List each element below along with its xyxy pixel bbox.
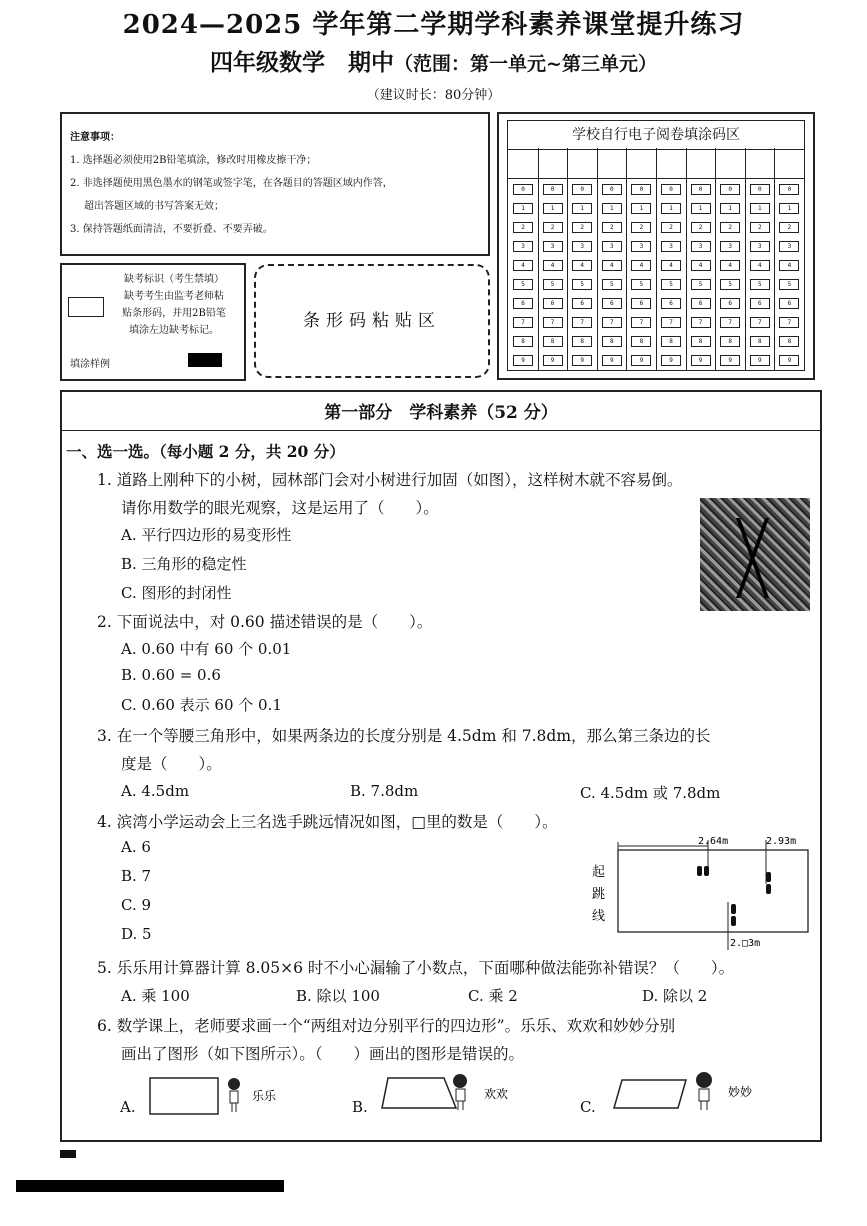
omr-bubble[interactable]: 0 [543,184,563,195]
question-3-line2: 度是（ ）。 [121,755,222,773]
divider [62,430,820,431]
q1-option-b[interactable]: B. 三角形的稳定性 [121,555,247,573]
long-jump-figure [580,832,815,954]
omr-bubble[interactable]: 0 [691,184,711,195]
omr-bubble[interactable]: 2 [631,222,651,233]
fill-example-label: 填涂样例 [70,359,110,370]
omr-bubble[interactable]: 4 [513,260,533,271]
omr-bubble[interactable]: 8 [602,336,622,347]
omr-bubble[interactable]: 5 [720,279,740,290]
omr-write-box[interactable] [656,148,686,179]
omr-bubble[interactable]: 8 [543,336,563,347]
notice-title: 注意事项： [70,132,120,143]
omr-bubble[interactable]: 5 [543,279,563,290]
q3-option-b[interactable]: B. 7.8dm [350,782,419,800]
omr-column [597,148,628,370]
omr-write-box[interactable] [715,148,745,179]
footprint-icon [697,866,709,876]
omr-bubble[interactable]: 8 [631,336,651,347]
omr-bubble[interactable]: 4 [720,260,740,271]
omr-bubble[interactable]: 7 [779,317,799,328]
omr-bubble[interactable]: 8 [661,336,681,347]
q3-option-a[interactable]: A. 4.5dm [121,782,190,800]
part-heading: 一、选一选。（每小题 2 分，共 20 分） [66,442,345,461]
omr-bubble[interactable]: 1 [661,203,681,214]
q5-option-b[interactable]: B. 除以 100 [296,987,380,1005]
omr-column [686,148,717,370]
q6-option-c[interactable]: C. [580,1098,596,1116]
omr-bubble[interactable]: 3 [779,241,799,252]
omr-bubble[interactable]: 5 [691,279,711,290]
omr-bubble[interactable]: 9 [602,355,622,366]
absent-mark-box[interactable] [68,297,104,317]
omr-column [745,148,776,370]
notice-item: 1. 选择题必须使用2B铅笔填涂，修改时用橡皮擦干净； [70,155,317,166]
omr-bubble[interactable]: 3 [750,241,770,252]
omr-bubble[interactable]: 9 [779,355,799,366]
notice-item: 3. 保持答题纸面清洁，不要折叠、不要弄破。 [70,224,273,235]
omr-bubble[interactable]: 3 [691,241,711,252]
jump-label-3: 2.□3m [730,938,761,949]
omr-bubble[interactable]: 5 [661,279,681,290]
omr-bubble[interactable]: 4 [602,260,622,271]
omr-write-box[interactable] [745,148,775,179]
omr-bubble[interactable]: 1 [543,203,563,214]
omr-bubble[interactable]: 6 [602,298,622,309]
omr-bubble[interactable]: 1 [572,203,592,214]
q6-shape-b [380,1072,540,1120]
omr-bubble[interactable]: 6 [631,298,651,309]
q1-option-c[interactable]: C. 图形的封闭性 [121,584,232,602]
omr-write-box[interactable] [538,148,568,179]
omr-bubble[interactable]: 3 [602,241,622,252]
omr-grid [507,148,805,371]
omr-bubble[interactable]: 5 [513,279,533,290]
omr-bubble[interactable]: 4 [750,260,770,271]
omr-bubble[interactable]: 2 [543,222,563,233]
omr-bubble[interactable]: 0 [513,184,533,195]
omr-bubble[interactable]: 9 [572,355,592,366]
omr-bubble[interactable]: 0 [661,184,681,195]
q2-option-a[interactable]: A. 0.60 中有 60 个 0.01 [121,640,292,658]
omr-bubble[interactable]: 7 [720,317,740,328]
omr-bubble[interactable]: 2 [720,222,740,233]
question-1-line2: 请你用数学的眼光观察，这是运用了（ ）。 [121,499,439,517]
omr-bubble[interactable]: 8 [572,336,592,347]
omr-bubble[interactable]: 6 [543,298,563,309]
omr-bubble[interactable]: 7 [691,317,711,328]
omr-bubble[interactable]: 1 [631,203,651,214]
subtitle-range: （范围：第一单元~第三单元） [394,53,657,75]
start-line-char: 线 [592,909,606,924]
scan-bar [16,1180,284,1192]
time-hint: （建议时长：80分钟） [366,88,501,103]
omr-bubble[interactable]: 8 [779,336,799,347]
omr-bubble[interactable]: 0 [779,184,799,195]
omr-bubble[interactable]: 8 [750,336,770,347]
omr-bubble[interactable]: 0 [602,184,622,195]
omr-bubble[interactable]: 9 [631,355,651,366]
q5-option-c[interactable]: C. 乘 2 [468,987,518,1005]
omr-bubble[interactable]: 1 [602,203,622,214]
notice-item: 2. 非选择题使用黑色墨水的钢笔或签字笔，在各题目的答题区域内作答， [70,178,393,189]
q6-shape-a [148,1074,308,1120]
omr-title: 学校自行电子阅卷填涂码区 [507,120,805,150]
student-name-a: 乐乐 [252,1089,277,1103]
omr-bubble[interactable]: 6 [661,298,681,309]
omr-bubble[interactable]: 4 [572,260,592,271]
omr-bubble[interactable]: 7 [572,317,592,328]
footprint-icon [731,904,736,926]
omr-bubble[interactable]: 7 [750,317,770,328]
omr-bubble[interactable]: 6 [513,298,533,309]
question-4-line1: 4. 滨湾小学运动会上三名选手跳远情况如图，□里的数是（ ）。 [97,813,558,831]
omr-area [497,112,815,380]
omr-bubble[interactable]: 8 [513,336,533,347]
omr-bubble[interactable]: 2 [602,222,622,233]
omr-bubble[interactable]: 7 [661,317,681,328]
omr-column [508,148,539,370]
omr-write-box[interactable] [626,148,656,179]
question-1-line1: 1. 道路上刚种下的小树，园林部门会对小树进行加固（如图），这样树木就不容易倒。 [97,471,683,489]
omr-bubble[interactable]: 1 [513,203,533,214]
q6-shape-c [610,1070,770,1118]
omr-bubble[interactable]: 2 [661,222,681,233]
omr-write-box[interactable] [567,148,597,179]
student-name-c: 妙妙 [728,1085,753,1099]
q4-option-a[interactable]: A. 6 [121,838,151,856]
q6-option-a[interactable]: A. [120,1098,136,1116]
tree-support-photo [700,498,810,611]
start-line-char: 跳 [592,887,606,902]
child-figure-icon [696,1072,712,1110]
omr-bubble[interactable]: 2 [513,222,533,233]
omr-bubble[interactable]: 2 [750,222,770,233]
rectangle-shape [150,1078,218,1114]
omr-bubble[interactable]: 5 [602,279,622,290]
omr-bubble[interactable]: 9 [720,355,740,366]
omr-bubble[interactable]: 3 [543,241,563,252]
absent-instructions [109,271,239,339]
omr-write-box[interactable] [597,148,627,179]
omr-bubble[interactable]: 3 [572,241,592,252]
omr-bubble[interactable]: 4 [691,260,711,271]
barcode-label: 条形码粘贴区 [303,311,441,331]
q4-option-c[interactable]: C. 9 [121,896,152,914]
omr-bubble[interactable]: 8 [720,336,740,347]
notice-box [60,112,490,256]
exam-title: 2024—2025 学年第二学期学科素养课堂提升练习 [122,10,745,40]
omr-write-box[interactable] [508,148,538,179]
omr-bubble[interactable]: 0 [720,184,740,195]
omr-bubble[interactable]: 4 [543,260,563,271]
omr-bubble[interactable]: 4 [779,260,799,271]
exam-subtitle [0,44,867,77]
scan-mark [60,1150,76,1158]
omr-bubble[interactable]: 9 [691,355,711,366]
question-6-line2: 画出了图形（如下图所示）。（ ）画出的图形是错误的。 [121,1045,525,1063]
notice-item: 超出答题区域的书写答案无效； [84,201,224,212]
omr-bubble[interactable]: 6 [720,298,740,309]
omr-bubble[interactable]: 0 [572,184,592,195]
absent-line: 贴条形码，并用2B铅笔 [122,308,226,319]
question-2-line1: 2. 下面说法中，对 0.60 描述错误的是（ ）。 [97,613,433,631]
q4-option-b[interactable]: B. 7 [121,867,152,885]
subtitle-main: 四年级数学 期中 [210,49,395,76]
omr-bubble[interactable]: 9 [750,355,770,366]
omr-bubble[interactable]: 3 [631,241,651,252]
omr-bubble[interactable]: 7 [513,317,533,328]
q4-option-d[interactable]: D. 5 [121,925,152,943]
omr-column [774,148,804,370]
omr-bubble[interactable]: 9 [513,355,533,366]
absent-box [60,263,246,381]
omr-bubble[interactable]: 3 [513,241,533,252]
question-3-line1: 3. 在一个等腰三角形中，如果两条边的长度分别是 4.5dm 和 7.8dm，那么第三条边的长 [97,727,711,745]
omr-bubble[interactable]: 6 [572,298,592,309]
fill-example-swatch [188,353,222,367]
omr-bubble[interactable]: 2 [779,222,799,233]
question-6-line1: 6. 数学课上，老师要求画一个“两组对边分别平行的四边形”。乐乐、欢欢和妙妙分别 [97,1017,676,1035]
omr-bubble[interactable]: 6 [779,298,799,309]
absent-line: 缺考标识（考生禁填） [124,274,224,285]
omr-column [715,148,746,370]
absent-line: 填涂左边缺考标记。 [129,325,219,336]
omr-write-box[interactable] [774,148,804,179]
parallelogram-shape [614,1080,686,1108]
q6-option-b[interactable]: B. [352,1098,368,1116]
omr-column [567,148,598,370]
q2-option-b[interactable]: B. 0.60 = 0.6 [121,666,221,684]
omr-bubble[interactable]: 2 [572,222,592,233]
omr-bubble[interactable]: 5 [779,279,799,290]
omr-write-box[interactable] [686,148,716,179]
omr-bubble[interactable]: 8 [691,336,711,347]
omr-bubble[interactable]: 1 [779,203,799,214]
omr-bubble[interactable]: 9 [543,355,563,366]
omr-bubble[interactable]: 4 [661,260,681,271]
question-5-line1: 5. 乐乐用计算器计算 8.05×6 时不小心漏输了小数点，下面哪种做法能弥补错误？（ ）。 [97,959,735,977]
student-name-b: 欢欢 [484,1087,509,1101]
q5-option-d[interactable]: D. 除以 2 [642,987,708,1005]
omr-bubble[interactable]: 3 [661,241,681,252]
omr-bubble[interactable]: 5 [750,279,770,290]
omr-bubble[interactable]: 7 [543,317,563,328]
jump-label-2: 2.93m [766,836,797,847]
absent-line: 缺考考生由监考老师粘 [124,291,224,302]
barcode-area [254,264,490,378]
omr-bubble[interactable]: 7 [631,317,651,328]
q1-option-a[interactable]: A. 平行四边形的易变形性 [121,526,292,544]
omr-bubble[interactable]: 6 [750,298,770,309]
jump-pit [618,850,808,932]
omr-column [626,148,657,370]
start-line-char: 起 [592,865,606,880]
omr-bubble[interactable]: 0 [631,184,651,195]
q2-option-c[interactable]: C. 0.60 表示 60 个 0.1 [121,696,282,714]
omr-bubble[interactable]: 5 [631,279,651,290]
omr-bubble[interactable]: 1 [720,203,740,214]
omr-bubble[interactable]: 1 [750,203,770,214]
omr-bubble[interactable]: 1 [691,203,711,214]
jump-label-1: 2.64m [698,836,729,847]
omr-bubble[interactable]: 9 [661,355,681,366]
omr-column [656,148,687,370]
footprint-icon [766,872,771,894]
child-figure-icon [228,1078,240,1112]
section-title: 第一部分 学科素养（52 分） [324,403,558,423]
omr-bubble[interactable]: 0 [750,184,770,195]
omr-bubble[interactable]: 7 [602,317,622,328]
omr-bubble[interactable]: 2 [691,222,711,233]
omr-bubble[interactable]: 4 [631,260,651,271]
omr-column [538,148,569,370]
q3-option-c[interactable]: C. 4.5dm 或 7.8dm [580,784,721,802]
q5-option-a[interactable]: A. 乘 100 [121,987,190,1005]
omr-bubble[interactable]: 3 [720,241,740,252]
omr-bubble[interactable]: 6 [691,298,711,309]
trapezoid-shape [382,1078,456,1108]
omr-bubble[interactable]: 5 [572,279,592,290]
